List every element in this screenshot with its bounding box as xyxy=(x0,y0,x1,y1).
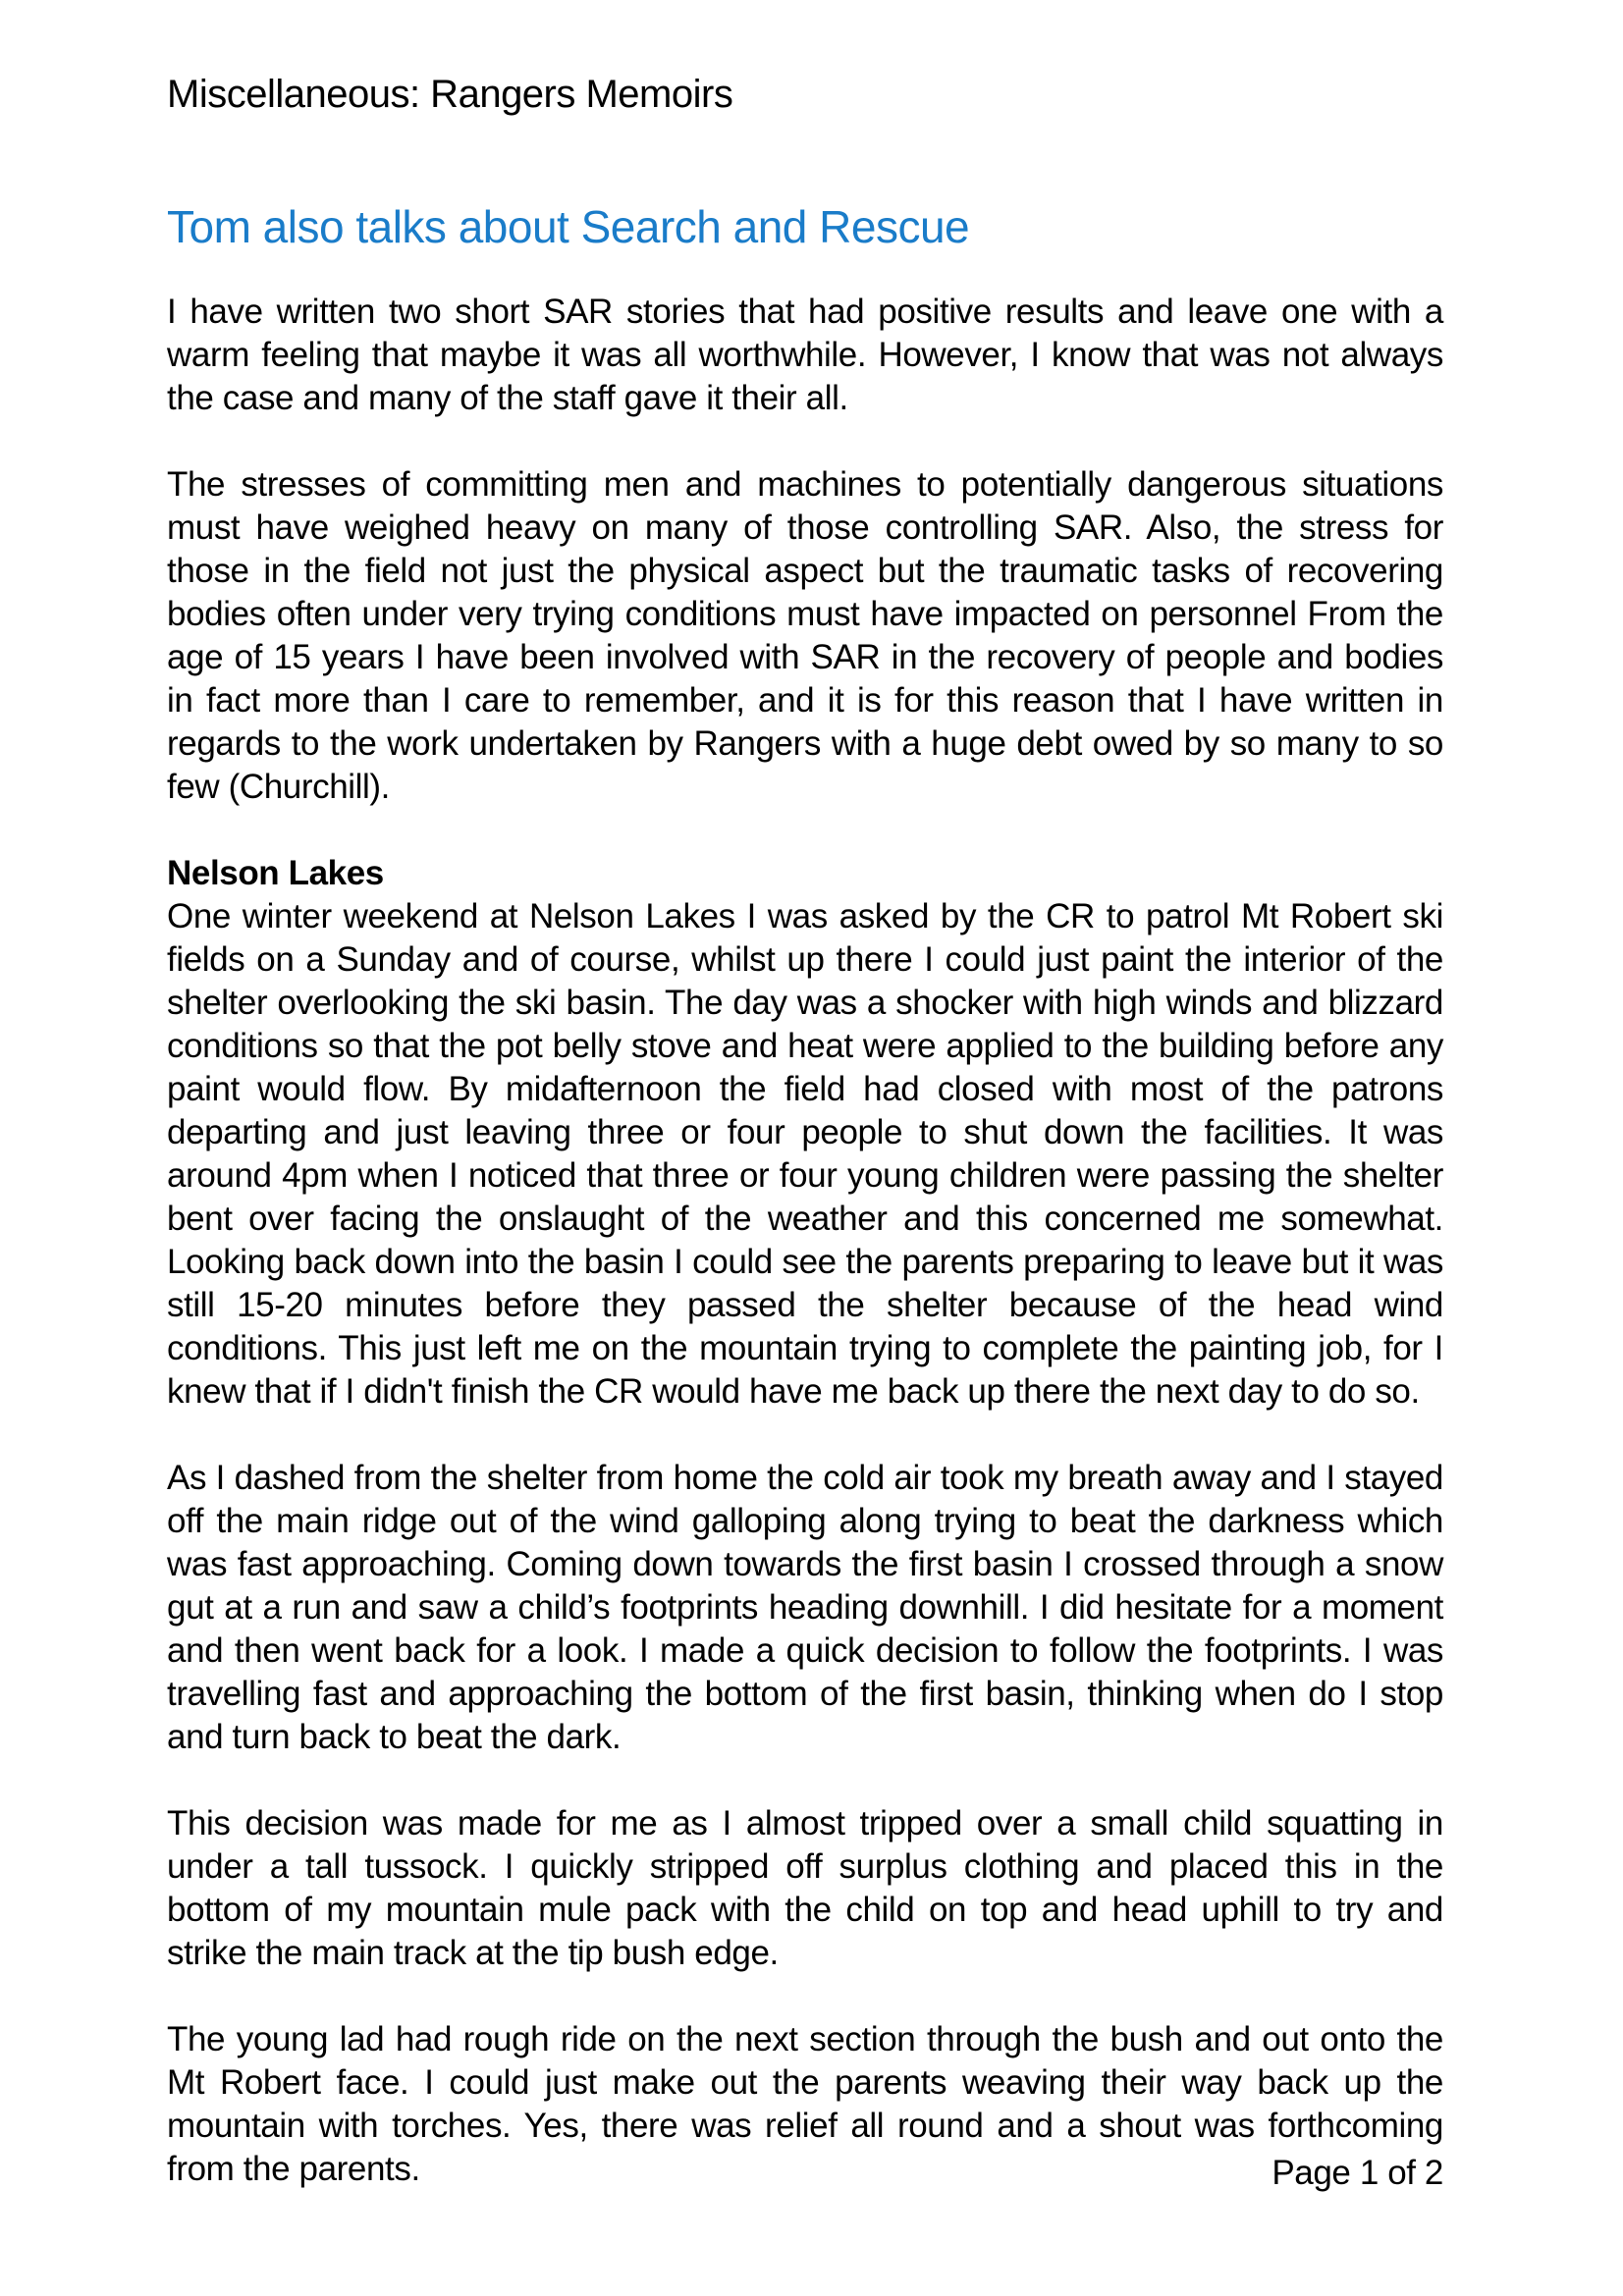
document-content xyxy=(167,71,1443,2191)
section-paragraph-1: One winter weekend at Nelson Lakes I was asked by the CR to patrol Mt Robert ski fields on a Sunday and of course, whilst up there I could just paint the interior of the shelter overlooking the ski basin. The day was a shocker with high winds and blizzard conditions so that the pot belly stove and heat were applied to the building before any paint would flow. By midafternoon the field had closed with most of the patrons departing and just leaving three or four people to shut down the facilities. It was around 4pm when I noticed that three or four young children were passing the shelter bent over facing the onslaught of the weather and this concerned me somewhat. Looking back down into the basin I could see the parents preparing to leave but it was still 15-20 minutes before they passed the shelter because of the head wind conditions. This just left me on the mountain trying to complete the painting job, for I knew that if I didn't finish the CR would have me back up there the next day to do so. xyxy=(167,897,1443,1411)
page-header-title: Miscellaneous: Rangers Memoirs xyxy=(167,73,733,116)
article-title: Tom also talks about Search and Rescue xyxy=(167,201,970,252)
section-paragraph-3: This decision was made for me as I almost tripped over a small child squatting in under a tall tussock. I quickly stripped off surplus clothing and placed this in the bottom of my mountain mule pack with the child on top and head uphill to try and strike the main track at the tip bush edge. xyxy=(167,1804,1443,1972)
intro-paragraph-1: I have written two short SAR stories that had positive results and leave one with a warm feeling that maybe it was all worthwhile. However, I know that was not always the case and many of the staff gave it their all. xyxy=(167,293,1443,417)
section-paragraph-4: The young lad had rough ride on the next section through the bush and out onto the Mt Robert face. I could just make out the parents weaving their way back up the mountain with torches. Yes, there was relief all round and a shout was forthcoming from the parents. xyxy=(167,2020,1443,2188)
footer-page-number: Page 1 of 2 xyxy=(1271,2154,1443,2192)
section-paragraph-2: As I dashed from the shelter from home the cold air took my breath away and I stayed off the main ridge out of the wind galloping along trying to beat the darkness which was fast approaching. Coming down towards the first basin I crossed through a snow gut at a run and saw a child’s footprints heading downhill. I did hesitate for a moment and then went back for a look. I made a quick decision to follow the footprints. I was travelling fast and approaching the bottom of the first basin, thinking when do I stop and turn back to beat the dark. xyxy=(167,1459,1443,1756)
section-nelson-lakes xyxy=(167,852,1443,2191)
intro-paragraph-2: The stresses of committing men and machines to potentially dangerous situations must have weighed heavy on many of those controlling SAR. Also, the stress for those in the field not just the physical aspect but the traumatic tasks of recovering bodies often under very trying conditions must have impacted on personnel From the age of 15 years I have been involved with SAR in the recovery of people and bodies in fact more than I care to remember, and it is for this reason that I have written in regards to the work undertaken by Rangers with a huge debt owed by so many to so few (Churchill). xyxy=(167,465,1443,806)
section-title: Nelson Lakes xyxy=(167,854,384,892)
